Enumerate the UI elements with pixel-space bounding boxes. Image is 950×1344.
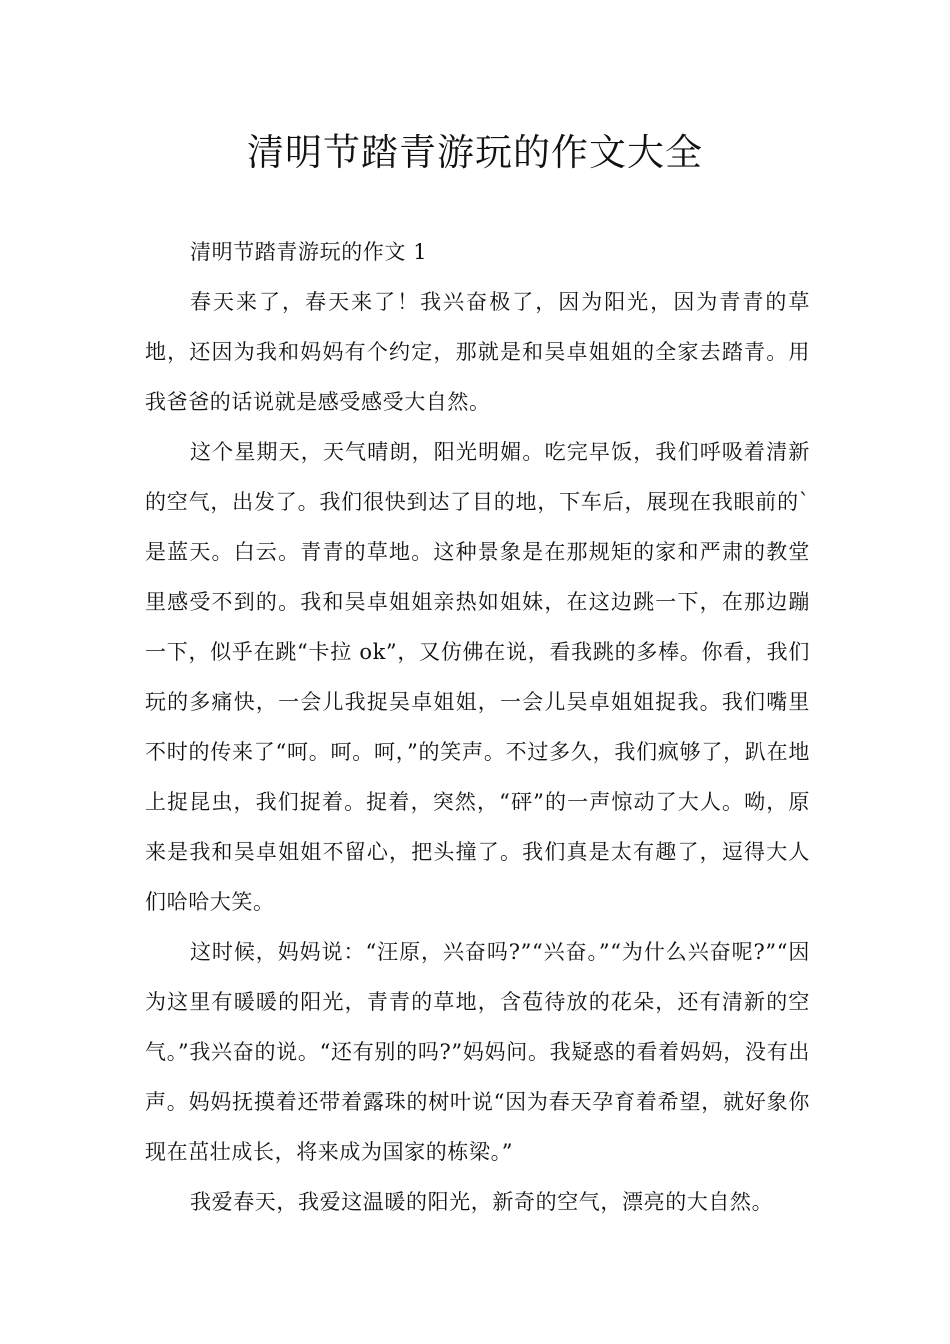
essay-subtitle: 清明节踏青游玩的作文 1 — [190, 240, 428, 264]
paragraph-4: 我爱春天，我爱这温暖的阳光，新奇的空气，漂亮的大自然。 — [190, 1190, 774, 1214]
paragraph-2: 这个星期天，天气晴朗，阳光明媚。吃完早饭，我们呼吸着清新的空气，出发了。我们很快到达了目的地，下车后，展现在我眼前的`是蓝天。白云。青青的草地。这种景象是在那规矩的家和严肃的教堂里感受不到的。我和吴卓姐姐亲热如姐妹，在这边跳一下，在那边蹦一下，似乎在跳“卡拉 ok”，又仿佛在说，看我跳的多棒。你看，我们玩的多痛快，一会儿我捉吴卓姐姐，一会儿吴卓姐姐捉我。我们嘴里不时的传来了“呵。呵。呵，”的笑声。不过多久，我们疯够了，趴在地上捉昆虫，我们捉着。捉着，突然，“砰”的一声惊动了大人。呦，原来是我和吴卓姐姐不留心，把头撞了。我们真是太有趣了，逗得大人们哈哈大笑。 — [145, 440, 810, 914]
document-body — [145, 227, 810, 1227]
paragraph-3: 这时候，妈妈说：“汪原，兴奋吗?”“兴奋。”“为什么兴奋呢?”“因为这里有暖暖的阳光，青青的草地，含苞待放的花朵，还有清新的空气。”我兴奋的说。“还有别的吗?”妈妈问。我疑惑的看着妈妈，没有出声。妈妈抚摸着还带着露珠的树叶说“因为春天孕育着希望，就好象你现在茁壮成长，将来成为国家的栋梁。” — [145, 940, 810, 1164]
paragraph-1: 春天来了，春天来了！我兴奋极了，因为阳光，因为青青的草地，还因为我和妈妈有个约定，那就是和吴卓姐姐的全家去踏青。用我爸爸的话说就是感受感受大自然。 — [145, 290, 810, 414]
document-title: 清明节踏青游玩的作文大全 — [247, 131, 703, 174]
